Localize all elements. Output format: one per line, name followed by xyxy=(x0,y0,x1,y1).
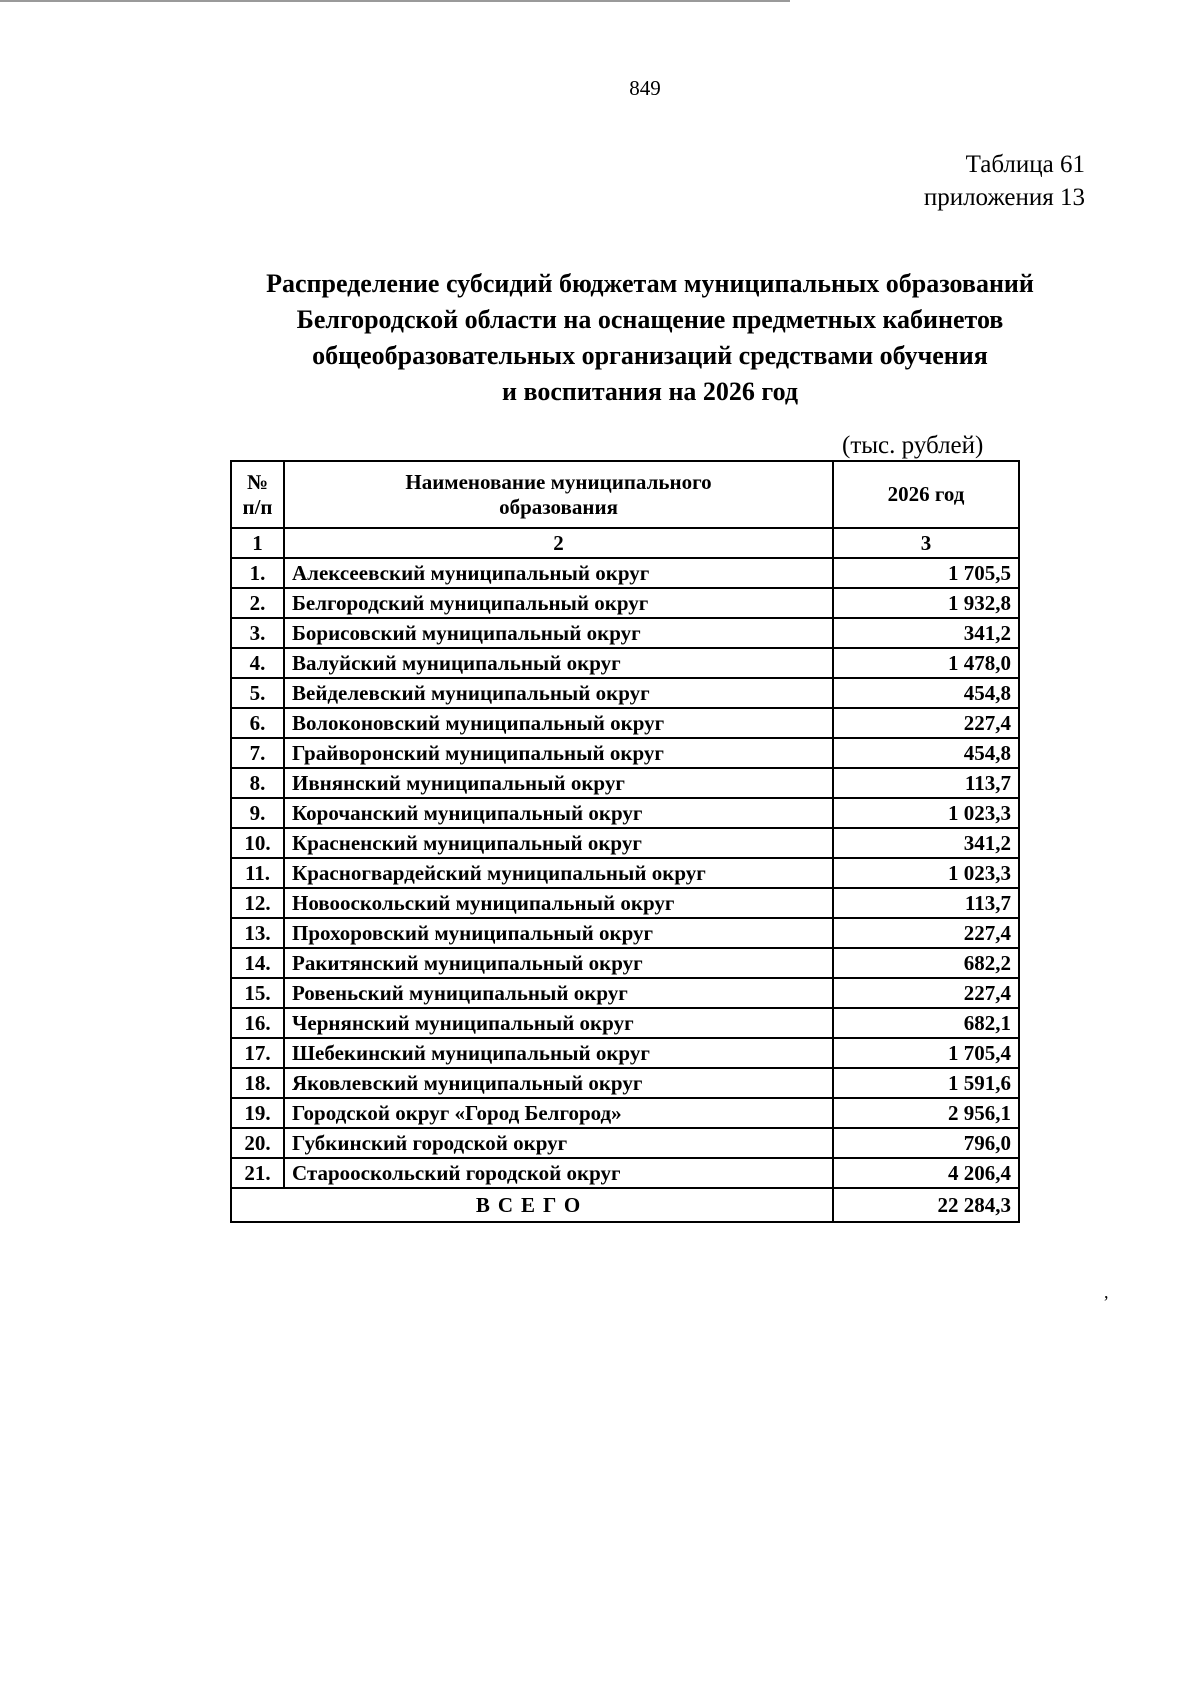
table-row xyxy=(231,888,1019,918)
total-value: 22 284,3 xyxy=(833,1188,1019,1222)
table-row xyxy=(231,978,1019,1008)
row-value: 454,8 xyxy=(833,738,1019,768)
header-name-line1: Наименование муниципального xyxy=(405,469,712,494)
row-municipality-name: Яковлевский муниципальный округ xyxy=(284,1068,833,1098)
row-value: 682,1 xyxy=(833,1008,1019,1038)
column-index-row xyxy=(231,528,1019,558)
table-row xyxy=(231,648,1019,678)
title-line3: общеобразовательных организаций средствами обучения xyxy=(312,341,988,370)
row-number: 3. xyxy=(231,618,284,648)
row-municipality-name: Волоконовский муниципальный округ xyxy=(284,708,833,738)
row-municipality-name: Красненский муниципальный округ xyxy=(284,828,833,858)
table-row xyxy=(231,558,1019,588)
row-value: 1 023,3 xyxy=(833,798,1019,828)
row-number: 7. xyxy=(231,738,284,768)
title-line4: и воспитания на 2026 год xyxy=(501,377,798,406)
row-value: 1 023,3 xyxy=(833,858,1019,888)
row-number: 8. xyxy=(231,768,284,798)
row-municipality-name: Белгородский муниципальный округ xyxy=(284,588,833,618)
row-municipality-name: Прохоровский муниципальный округ xyxy=(284,918,833,948)
row-number: 10. xyxy=(231,828,284,858)
row-municipality-name: Ивнянский муниципальный округ xyxy=(284,768,833,798)
table-row xyxy=(231,1068,1019,1098)
row-value: 454,8 xyxy=(833,678,1019,708)
row-value: 796,0 xyxy=(833,1128,1019,1158)
row-number: 2. xyxy=(231,588,284,618)
row-number: 11. xyxy=(231,858,284,888)
table-row xyxy=(231,768,1019,798)
header-name-line2: образования xyxy=(499,494,618,519)
row-value: 227,4 xyxy=(833,918,1019,948)
stray-scan-mark: , xyxy=(1104,1282,1109,1302)
row-municipality-name: Старооскольский городской округ xyxy=(284,1158,833,1188)
row-number: 21. xyxy=(231,1158,284,1188)
row-municipality-name: Красногвардейский муниципальный округ xyxy=(284,858,833,888)
total-row xyxy=(231,1188,1019,1222)
table-row xyxy=(231,1008,1019,1038)
row-number: 5. xyxy=(231,678,284,708)
row-value: 341,2 xyxy=(833,618,1019,648)
row-number: 18. xyxy=(231,1068,284,1098)
total-label: ВСЕГО xyxy=(231,1188,833,1222)
row-number: 16. xyxy=(231,1008,284,1038)
row-municipality-name: Чернянский муниципальный округ xyxy=(284,1008,833,1038)
table-row xyxy=(231,828,1019,858)
column-index-3: 3 xyxy=(833,528,1019,558)
table-row xyxy=(231,948,1019,978)
column-index-2: 2 xyxy=(284,528,833,558)
row-number: 17. xyxy=(231,1038,284,1068)
row-municipality-name: Валуйский муниципальный округ xyxy=(284,648,833,678)
row-value: 2 956,1 xyxy=(833,1098,1019,1128)
row-value: 682,2 xyxy=(833,948,1019,978)
row-value: 1 705,4 xyxy=(833,1038,1019,1068)
row-number: 13. xyxy=(231,918,284,948)
table-row xyxy=(231,618,1019,648)
row-number: 9. xyxy=(231,798,284,828)
table-row xyxy=(231,1128,1019,1158)
row-number: 14. xyxy=(231,948,284,978)
row-municipality-name: Городской округ «Город Белгород» xyxy=(284,1098,833,1128)
table-row xyxy=(231,678,1019,708)
table-row xyxy=(231,798,1019,828)
row-value: 1 932,8 xyxy=(833,588,1019,618)
table-row xyxy=(231,588,1019,618)
row-municipality-name: Корочанский муниципальный округ xyxy=(284,798,833,828)
title-line2: Белгородской области на оснащение предметных кабинетов xyxy=(296,305,1004,334)
table-header-row xyxy=(231,461,1019,528)
row-value: 227,4 xyxy=(833,708,1019,738)
row-number: 6. xyxy=(231,708,284,738)
row-value: 113,7 xyxy=(833,888,1019,918)
row-value: 113,7 xyxy=(833,768,1019,798)
table-row xyxy=(231,1098,1019,1128)
table-row xyxy=(231,918,1019,948)
page-number: 849 xyxy=(629,76,661,100)
row-number: 1. xyxy=(231,558,284,588)
row-number: 4. xyxy=(231,648,284,678)
subsidy-table xyxy=(230,460,1020,1223)
units-note: (тыс. рублей) xyxy=(842,432,984,459)
row-value: 341,2 xyxy=(833,828,1019,858)
title-line1: Распределение субсидий бюджетам муниципальных образований xyxy=(266,269,1034,298)
table-row xyxy=(231,708,1019,738)
row-municipality-name: Алексеевский муниципальный округ xyxy=(284,558,833,588)
header-value: 2026 год xyxy=(833,461,1019,528)
table-row xyxy=(231,738,1019,768)
table-reference-line2: приложения 13 xyxy=(923,184,1085,211)
row-value: 1 478,0 xyxy=(833,648,1019,678)
scan-edge-line xyxy=(0,0,790,2)
row-municipality-name: Вейделевский муниципальный округ xyxy=(284,678,833,708)
row-municipality-name: Губкинский городской округ xyxy=(284,1128,833,1158)
row-number: 12. xyxy=(231,888,284,918)
document-title xyxy=(190,266,1110,410)
row-number: 15. xyxy=(231,978,284,1008)
row-municipality-name: Шебекинский муниципальный округ xyxy=(284,1038,833,1068)
header-name xyxy=(284,461,833,528)
table-row xyxy=(231,858,1019,888)
table-reference-line1: Таблица 61 xyxy=(965,151,1085,178)
row-number: 20. xyxy=(231,1128,284,1158)
row-value: 227,4 xyxy=(833,978,1019,1008)
row-number: 19. xyxy=(231,1098,284,1128)
row-value: 1 705,5 xyxy=(833,558,1019,588)
row-municipality-name: Ракитянский муниципальный округ xyxy=(284,948,833,978)
table-row xyxy=(231,1038,1019,1068)
row-municipality-name: Новооскольский муниципальный округ xyxy=(284,888,833,918)
row-municipality-name: Ровеньский муниципальный округ xyxy=(284,978,833,1008)
row-value: 1 591,6 xyxy=(833,1068,1019,1098)
row-value: 4 206,4 xyxy=(833,1158,1019,1188)
row-municipality-name: Грайворонский муниципальный округ xyxy=(284,738,833,768)
table-reference xyxy=(924,148,1085,214)
column-index-1: 1 xyxy=(231,528,284,558)
table-row xyxy=(231,1158,1019,1188)
row-municipality-name: Борисовский муниципальный округ xyxy=(284,618,833,648)
header-num-line2: п/п xyxy=(242,494,273,519)
header-num xyxy=(231,461,284,528)
header-num-line1: № xyxy=(246,469,269,494)
